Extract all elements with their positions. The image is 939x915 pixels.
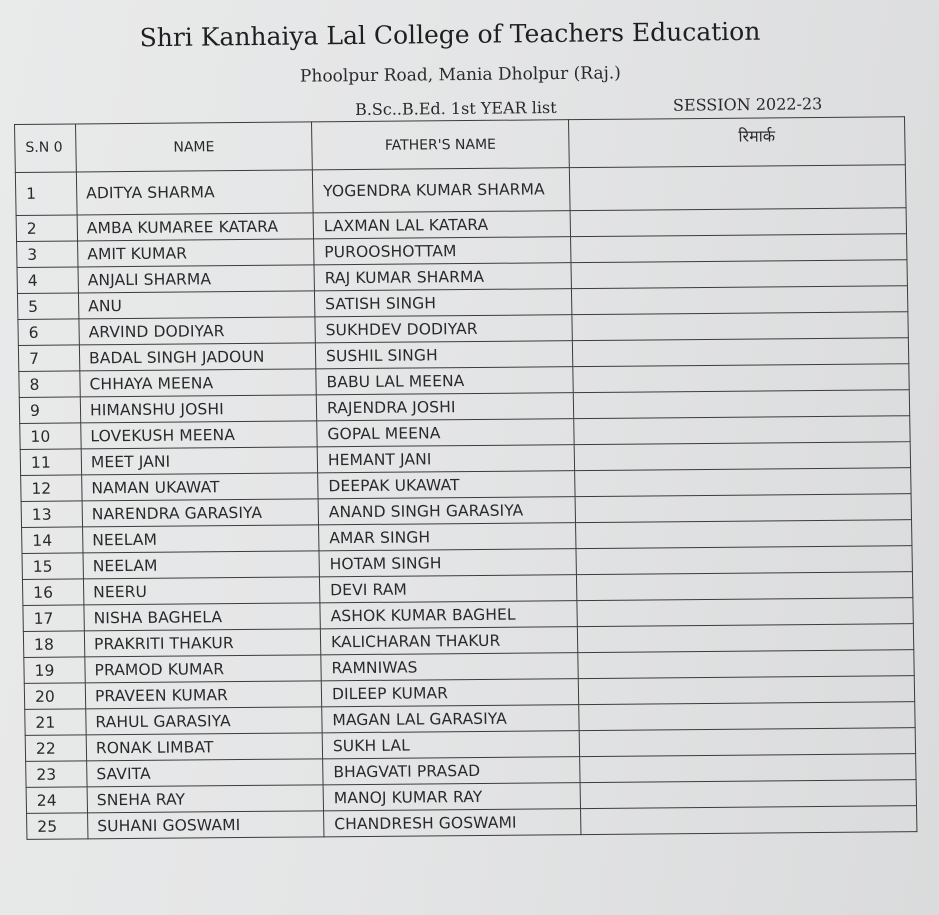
college-title: Shri Kanhaiya Lal College of Teachers Education [139, 16, 761, 53]
remark-cell [580, 780, 916, 809]
column-header-father-name: FATHER'S NAME [311, 120, 569, 170]
father-name-cell: MAGAN LAL GARASIYA [322, 705, 579, 733]
father-name-cell: SUKH LAL [322, 731, 579, 759]
remark-cell [574, 442, 910, 471]
remark-cell [579, 702, 915, 731]
student-name-cell: NISHA BAGHELA [84, 603, 320, 631]
column-header-name: NAME [76, 122, 313, 172]
student-list-table [14, 116, 917, 840]
remark-cell [572, 312, 908, 341]
remark-cell [576, 572, 912, 601]
student-name-cell: PRAKRITI THAKUR [84, 629, 320, 657]
father-name-cell: BHAGVATI PRASAD [323, 757, 580, 785]
father-name-cell: RAJENDRA JOSHI [316, 393, 573, 421]
father-name-cell: CHANDRESH GOSWAMI [324, 809, 581, 837]
student-name-cell: ARVIND DODIYAR [79, 317, 315, 345]
student-list-table-wrapper [14, 116, 916, 840]
father-name-cell: HEMANT JANI [317, 445, 574, 473]
father-name-cell: SATISH SINGH [314, 289, 571, 317]
remark-cell [577, 598, 913, 627]
student-name-cell: RONAK LIMBAT [86, 733, 322, 761]
serial-number-cell: 19 [24, 657, 85, 684]
student-name-cell: ADITYA SHARMA [76, 170, 313, 215]
student-name-cell: NEERU [83, 577, 319, 605]
serial-number-cell: 17 [23, 605, 84, 632]
serial-number-cell: 18 [23, 631, 84, 658]
serial-number-cell: 11 [20, 449, 81, 476]
father-name-cell: MANOJ KUMAR RAY [323, 783, 580, 811]
student-name-cell: SAVITA [87, 759, 323, 787]
serial-number-cell: 5 [17, 293, 78, 320]
remark-cell [575, 494, 911, 523]
father-name-cell: GOPAL MEENA [317, 419, 574, 447]
remark-cell [578, 676, 914, 705]
serial-number-cell: 6 [18, 319, 79, 346]
student-name-cell: BADAL SINGH JADOUN [79, 343, 315, 371]
father-name-cell: DILEEP KUMAR [321, 679, 578, 707]
father-name-cell: AMAR SINGH [319, 523, 576, 551]
course-list-title: B.Sc..B.Ed. 1st YEAR list [354, 97, 557, 120]
serial-number-cell: 14 [22, 527, 83, 554]
remark-cell [576, 520, 912, 549]
father-name-cell: BABU LAL MEENA [316, 367, 573, 395]
father-name-cell: KALICHARAN THAKUR [320, 627, 577, 655]
serial-number-cell: 3 [17, 241, 78, 268]
table-body [15, 165, 917, 840]
serial-number-cell: 12 [21, 475, 82, 502]
serial-number-cell: 10 [20, 423, 81, 450]
remark-cell [580, 754, 916, 783]
student-name-cell: SNEHA RAY [87, 785, 323, 813]
remark-cell [574, 416, 910, 445]
serial-number-cell: 21 [25, 709, 86, 736]
student-name-cell: ANU [78, 291, 314, 319]
remark-cell [573, 390, 909, 419]
serial-number-cell: 25 [27, 813, 88, 840]
father-name-cell: SUSHIL SINGH [315, 341, 572, 369]
father-name-cell: SUKHDEV DODIYAR [315, 315, 572, 343]
serial-number-cell: 7 [18, 345, 79, 372]
student-name-cell: LOVEKUSH MEENA [81, 421, 317, 449]
student-name-cell: PRAVEEN KUMAR [85, 681, 321, 709]
student-name-cell: MEET JANI [81, 447, 317, 475]
remark-cell [581, 806, 917, 835]
student-name-cell: NEELAM [83, 525, 319, 553]
father-name-cell: ASHOK KUMAR BAGHEL [320, 601, 577, 629]
student-name-cell: AMBA KUMAREE KATARA [77, 213, 313, 241]
student-name-cell: CHHAYA MEENA [80, 369, 316, 397]
student-name-cell: AMIT KUMAR [78, 239, 314, 267]
remark-cell [577, 624, 913, 653]
remark-cell [578, 650, 914, 679]
student-name-cell: SUHANI GOSWAMI [88, 811, 324, 839]
student-name-cell: HIMANSHU JOSHI [80, 395, 316, 423]
father-name-cell: DEEPAK UKAWAT [318, 471, 575, 499]
serial-number-cell: 9 [19, 397, 80, 424]
column-header-remark: रिमार्क [568, 117, 905, 168]
serial-number-cell: 16 [22, 579, 83, 606]
student-name-cell: NARENDRA GARASIYA [82, 499, 318, 527]
father-name-cell: LAXMAN LAL KATARA [313, 211, 570, 239]
student-name-cell: ANJALI SHARMA [78, 265, 314, 293]
serial-number-cell: 13 [21, 501, 82, 528]
table-row [15, 165, 906, 216]
table-header-row [15, 117, 906, 173]
remark-cell [571, 234, 907, 263]
father-name-cell: DEVI RAM [319, 575, 576, 603]
serial-number-cell: 20 [24, 683, 85, 710]
remark-cell [572, 338, 908, 367]
serial-number-cell: 8 [19, 371, 80, 398]
remark-cell [579, 728, 915, 757]
student-name-cell: PRAMOD KUMAR [85, 655, 321, 683]
remark-cell [570, 208, 906, 237]
student-name-cell: NEELAM [83, 551, 319, 579]
father-name-cell: RAMNIWAS [321, 653, 578, 681]
column-header-serial-number: S.N 0 [15, 124, 77, 173]
student-name-cell: RAHUL GARASIYA [86, 707, 322, 735]
serial-number-cell: 4 [17, 267, 78, 294]
serial-number-cell: 23 [26, 761, 87, 788]
remark-cell [569, 165, 906, 211]
remark-cell [575, 468, 911, 497]
serial-number-cell: 2 [16, 215, 77, 242]
serial-number-cell: 24 [26, 787, 87, 814]
remark-cell [576, 546, 912, 575]
remark-cell [573, 364, 909, 393]
remark-cell [571, 286, 907, 315]
father-name-cell: RAJ KUMAR SHARMA [314, 263, 571, 291]
remark-cell [571, 260, 907, 289]
father-name-cell: HOTAM SINGH [319, 549, 576, 577]
student-name-cell: NAMAN UKAWAT [82, 473, 318, 501]
father-name-cell: PUROOSHOTTAM [314, 237, 571, 265]
father-name-cell: ANAND SINGH GARASIYA [318, 497, 575, 525]
serial-number-cell: 22 [25, 735, 86, 762]
college-address: Phoolpur Road, Mania Dholpur (Raj.) [299, 63, 621, 87]
serial-number-cell: 15 [22, 553, 83, 580]
serial-number-cell: 1 [15, 172, 77, 216]
father-name-cell: YOGENDRA KUMAR SHARMA [312, 168, 570, 213]
session-label: SESSION 2022-23 [672, 94, 823, 115]
